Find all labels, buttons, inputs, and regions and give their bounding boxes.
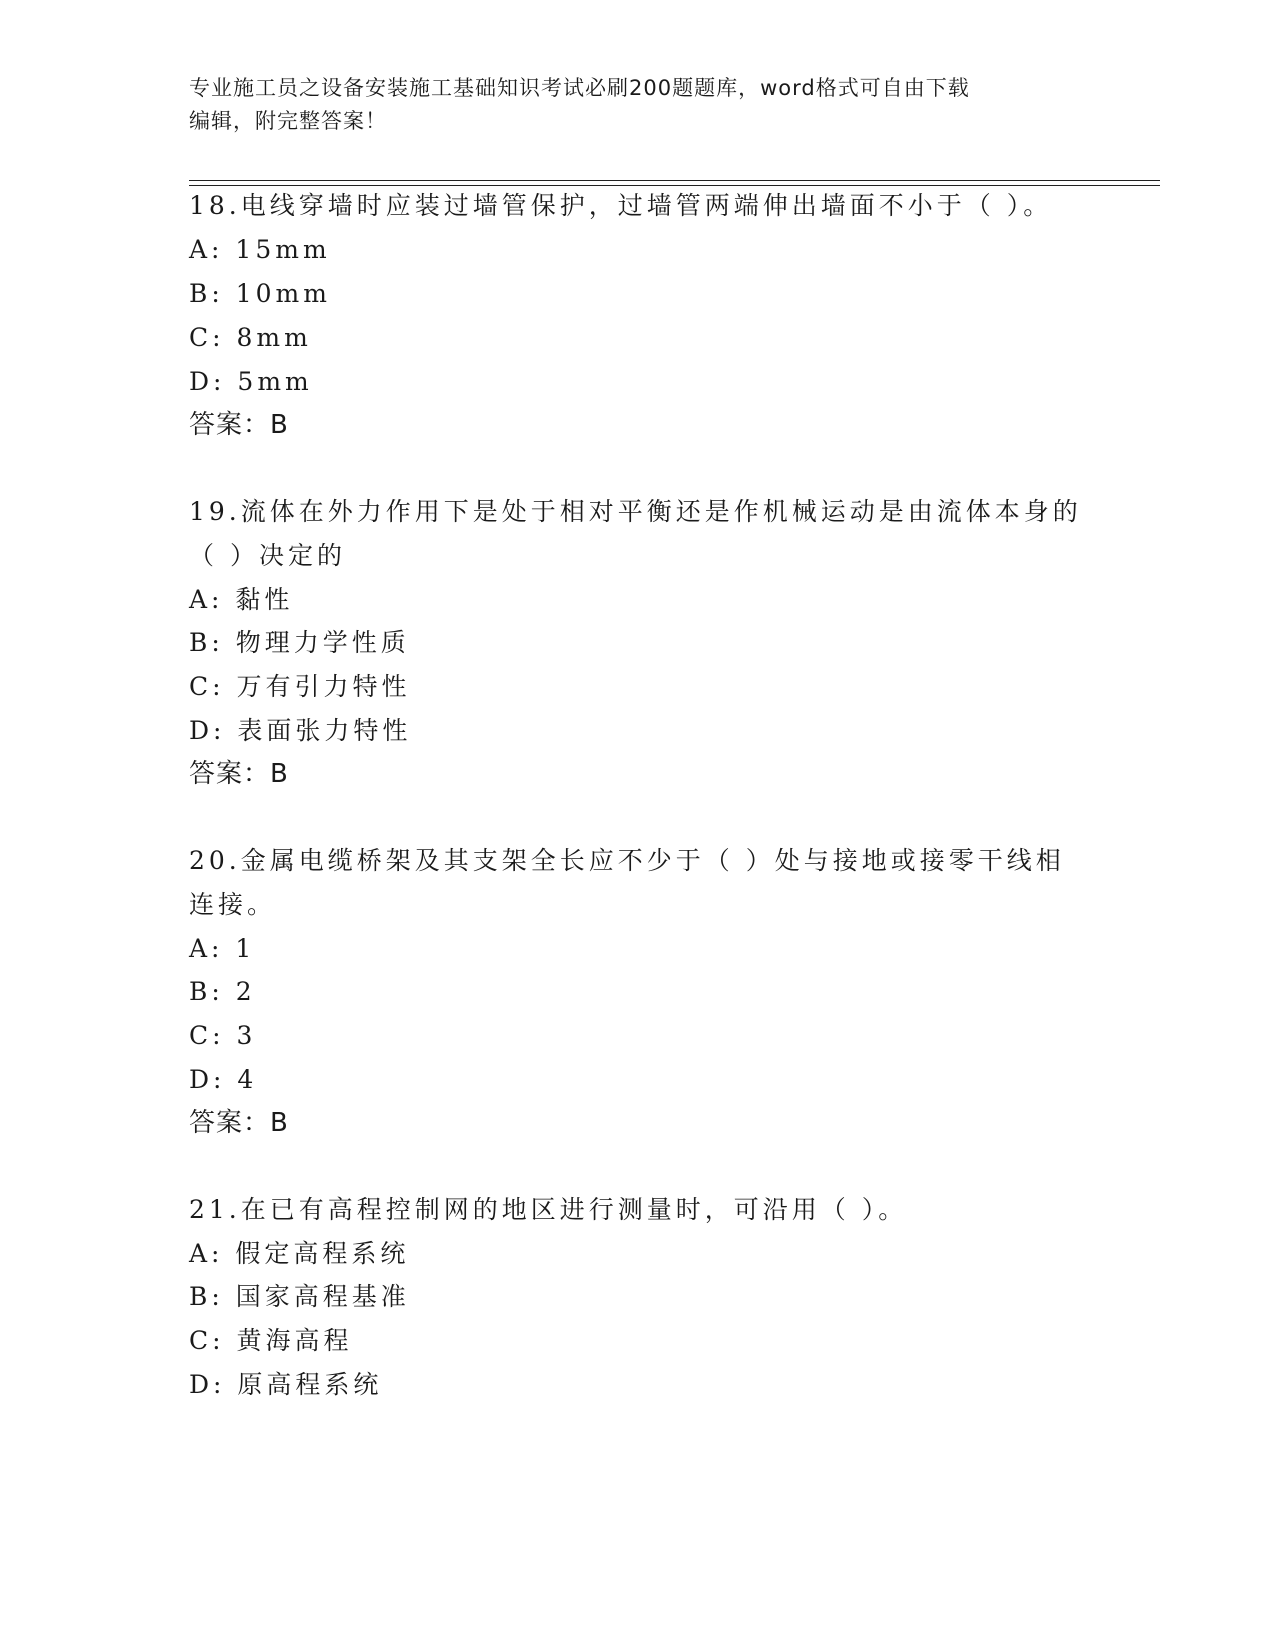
question-19-option-c: C: 万有引力特性 [189,672,411,701]
question-20-option-a: A: 1 [189,934,256,963]
question-18-stem-line-1: 18.电线穿墙时应装过墙管保护，过墙管两端伸出墙面不小于（ ）。 [189,191,1053,220]
question-19-option-a: A: 黏性 [189,585,294,614]
question-18-option-b: B: 10mm [189,279,331,308]
question-19-stem-line-1: 19.流体在外力作用下是处于相对平衡还是作机械运动是由流体本身的 [189,497,1082,526]
question-21-option-d: D: 原高程系统 [189,1370,383,1399]
document-header [189,72,1089,138]
question-18-option-a: A: 15mm [189,235,331,264]
header-divider-top [189,180,1160,181]
question-20-answer: 答案：B [189,1108,289,1138]
question-21-option-a: A: 假定高程系统 [189,1239,410,1268]
question-21-option-b: B: 国家高程基准 [189,1282,410,1311]
question-20-option-b: B: 2 [189,977,256,1006]
question-19-option-d: D: 表面张力特性 [189,716,412,745]
question-19-answer: 答案：B [189,759,289,789]
question-18-option-d: D: 5mm [189,367,313,396]
header-line-1: 专业施工员之设备安装施工基础知识考试必刷200题题库，word格式可自由下载 [189,76,970,100]
question-19-stem-line-2: （ ）决定的 [189,541,346,570]
question-20-stem-line-2: 连接。 [189,890,277,919]
question-18-answer: 答案：B [189,410,289,440]
question-21-stem-line-1: 21.在已有高程控制网的地区进行测量时，可沿用（ ）。 [189,1195,908,1224]
question-18-option-c: C: 8mm [189,323,312,352]
question-20-option-d: D: 4 [189,1065,258,1094]
question-20-option-c: C: 3 [189,1021,257,1050]
question-19-option-b: B: 物理力学性质 [189,628,410,657]
header-line-2: 编辑，附完整答案！ [189,109,387,133]
question-20-stem-line-1: 20.金属电缆桥架及其支架全长应不少于（ ）处与接地或接零干线相 [189,846,1065,875]
question-21-option-c: C: 黄海高程 [189,1326,353,1355]
header-divider-bottom [189,185,1160,186]
